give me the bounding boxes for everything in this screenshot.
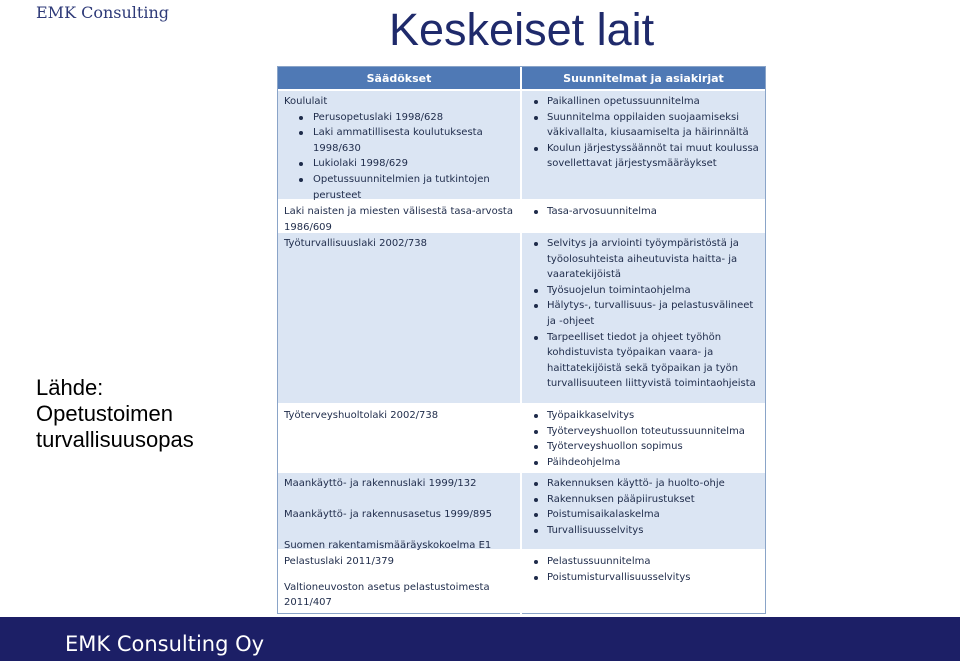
- statute-line: Pelastuslaki 2011/379: [284, 556, 394, 567]
- list-item: Poistumisturvallisuusselvitys: [530, 570, 759, 586]
- plans-cell: [522, 233, 765, 403]
- list-item: Paikallinen opetussuunnitelma: [530, 94, 759, 110]
- list-item: Koulun järjestyssäännöt tai muut koulussa sovellettavat järjestysmääräykset: [530, 141, 759, 172]
- table-row: [278, 549, 765, 615]
- laws-table: [277, 66, 766, 614]
- list-item: Työterveyshuollon toteutussuunnitelma: [530, 424, 759, 440]
- source-note: [36, 375, 194, 453]
- header-plans: Suunnitelmat ja asiakirjat: [563, 71, 724, 85]
- list-item: Suunnitelma oppilaiden suojaamiseksi väkivallalta, kiusaamiselta ja häirinnältä: [530, 110, 759, 141]
- list-item: Laki ammatillisesta koulutuksesta 1998/630: [284, 125, 514, 156]
- spacer: [284, 492, 514, 508]
- statute-cell: [278, 91, 522, 199]
- table-header: [278, 67, 765, 89]
- table-row: [278, 199, 765, 231]
- statute-cell: [278, 551, 522, 615]
- list-item: Opetussuunnitelmien ja tutkintojen perusteet: [284, 172, 514, 203]
- list-item: Rakennuksen pääpiirustukset: [530, 492, 759, 508]
- source-line-2: turvallisuusopas: [36, 427, 194, 452]
- list-item: Päihdeohjelma: [530, 455, 759, 471]
- source-line-1: Opetustoimen: [36, 401, 173, 426]
- list-item: Poistumisaikalaskelma: [530, 507, 759, 523]
- statute-line: Valtioneuvoston asetus pelastustoimesta 2011/407: [284, 581, 490, 609]
- table-row: [278, 471, 765, 552]
- list-item: Tasa-arvosuunnitelma: [530, 204, 759, 220]
- statute-line: Suomen rakentamismääräyskokoelma E1: [284, 540, 492, 552]
- plans-cell: [522, 405, 765, 471]
- statute-cell: [278, 473, 522, 552]
- statute-line: Maankäyttö- ja rakennuslaki 1999/132: [284, 478, 477, 489]
- plans-cell: [522, 91, 765, 199]
- spacer: [284, 570, 514, 580]
- table-row: [278, 231, 765, 403]
- list-item: Rakennuksen käyttö- ja huolto-ohje: [530, 476, 759, 492]
- statute-title: Laki naisten ja miesten välisestä tasa-arvosta 1986/609: [284, 206, 513, 233]
- list-item: Lukiolaki 1998/629: [284, 156, 514, 172]
- statute-line: Maankäyttö- ja rakennusasetus 1999/895: [284, 509, 492, 521]
- spacer: [284, 523, 514, 539]
- table-row: [278, 403, 765, 471]
- list-item: Perusopetuslaki 1998/628: [284, 110, 514, 126]
- footer-company: EMK Consulting Oy: [65, 632, 265, 656]
- table-row: [278, 89, 765, 199]
- footer-bar: [0, 617, 960, 661]
- list-item: Tarpeelliset tiedot ja ohjeet työhön kohdistuvista työpaikan vaara- ja haittatekijöistä sekä työpaikan ja työn turvallisuuteen liittyvistä toimintaohjeista: [530, 330, 759, 392]
- list-item: Työterveyshuollon sopimus: [530, 439, 759, 455]
- slide-title: Keskeiset lait: [389, 4, 655, 55]
- list-item: Hälytys-, turvallisuus- ja pelastusvälineet ja -ohjeet: [530, 298, 759, 329]
- statute-title: Työterveyshuoltolaki 2002/738: [284, 410, 439, 421]
- list-item: Työsuojelun toimintaohjelma: [530, 283, 759, 299]
- list-item: Selvitys ja arviointi työympäristöstä ja työolosuhteista aiheutuvista haitta- ja vaaratekijöistä: [530, 236, 759, 283]
- list-item: Työpaikkaselvitys: [530, 408, 759, 424]
- statute-cell: [278, 405, 522, 471]
- list-item: Turvallisuusselvitys: [530, 523, 759, 539]
- plans-cell: [522, 551, 765, 615]
- plans-cell: [522, 201, 765, 231]
- list-item: Pelastussuunnitelma: [530, 554, 759, 570]
- statute-cell: [278, 201, 522, 231]
- statute-title: Työturvallisuuslaki 2002/738: [284, 238, 427, 249]
- plans-cell: [522, 473, 765, 549]
- statute-cell: [278, 233, 522, 403]
- header-statutes: Säädökset: [278, 67, 522, 89]
- statute-title: Koululait: [284, 96, 328, 107]
- company-logo: EMK Consulting: [36, 3, 170, 22]
- source-label: Lähde:: [36, 375, 104, 400]
